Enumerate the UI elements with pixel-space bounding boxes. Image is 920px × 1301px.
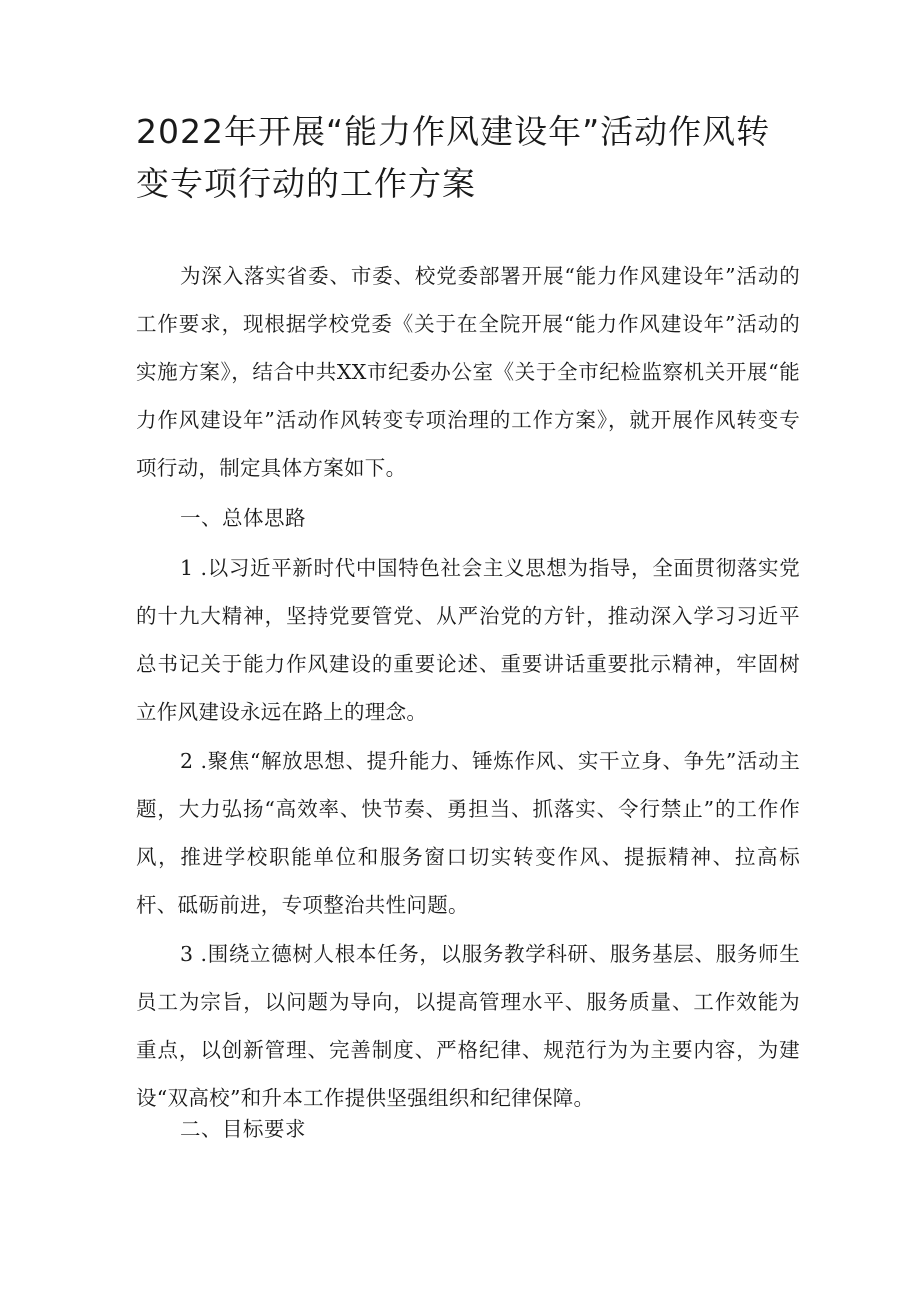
point-1-paragraph: 1 .以习近平新时代中国特色社会主义思想为指导，全面贯彻落实党的十九大精神，坚持党要管党、从严治党的方针，推动深入学习习近平总书记关于能力作风建设的重要论述、重要讲话重要批示精神，牢固树立作风建设永远在路上的理念。 bbox=[136, 556, 800, 724]
point-2-paragraph: 2 .聚焦“解放思想、提升能力、锤炼作风、实干立身、争先”活动主题，大力弘扬“高效率、快节奏、勇担当、抓落实、令行禁止”的工作作风，推进学校职能单位和服务窗口切实转变作风、提振精神、拉高标杆、砥砺前进，专项整治共性问题。 bbox=[136, 749, 800, 917]
section-heading-goals: 二、目标要求 bbox=[180, 1117, 306, 1141]
intro-paragraph: 为深入落实省委、市委、校党委部署开展“能力作风建设年”活动的工作要求，现根据学校党委《关于在全院开展“能力作风建设年”活动的实施方案》，结合中共XX市纪委办公室《关于全市纪检监察机关开展“能力作风建设年”活动作风转变专项治理的工作方案》，就开展作风转变专项行动，制定具体方案如下。 bbox=[136, 264, 800, 480]
point-3-paragraph: 3 .围绕立德树人根本任务，以服务教学科研、服务基层、服务师生员工为宗旨，以问题为导向，以提高管理水平、服务质量、工作效能为重点，以创新管理、完善制度、严格纪律、规范行为为主要内容，为建设“双高校”和升本工作提供坚强组织和纪律保障。 bbox=[136, 942, 800, 1110]
section-heading-overall-thinking: 一、总体思路 bbox=[180, 506, 306, 530]
document-title: 2022年开展“能力作风建设年”活动作风转变专项行动的工作方案 bbox=[136, 112, 771, 203]
